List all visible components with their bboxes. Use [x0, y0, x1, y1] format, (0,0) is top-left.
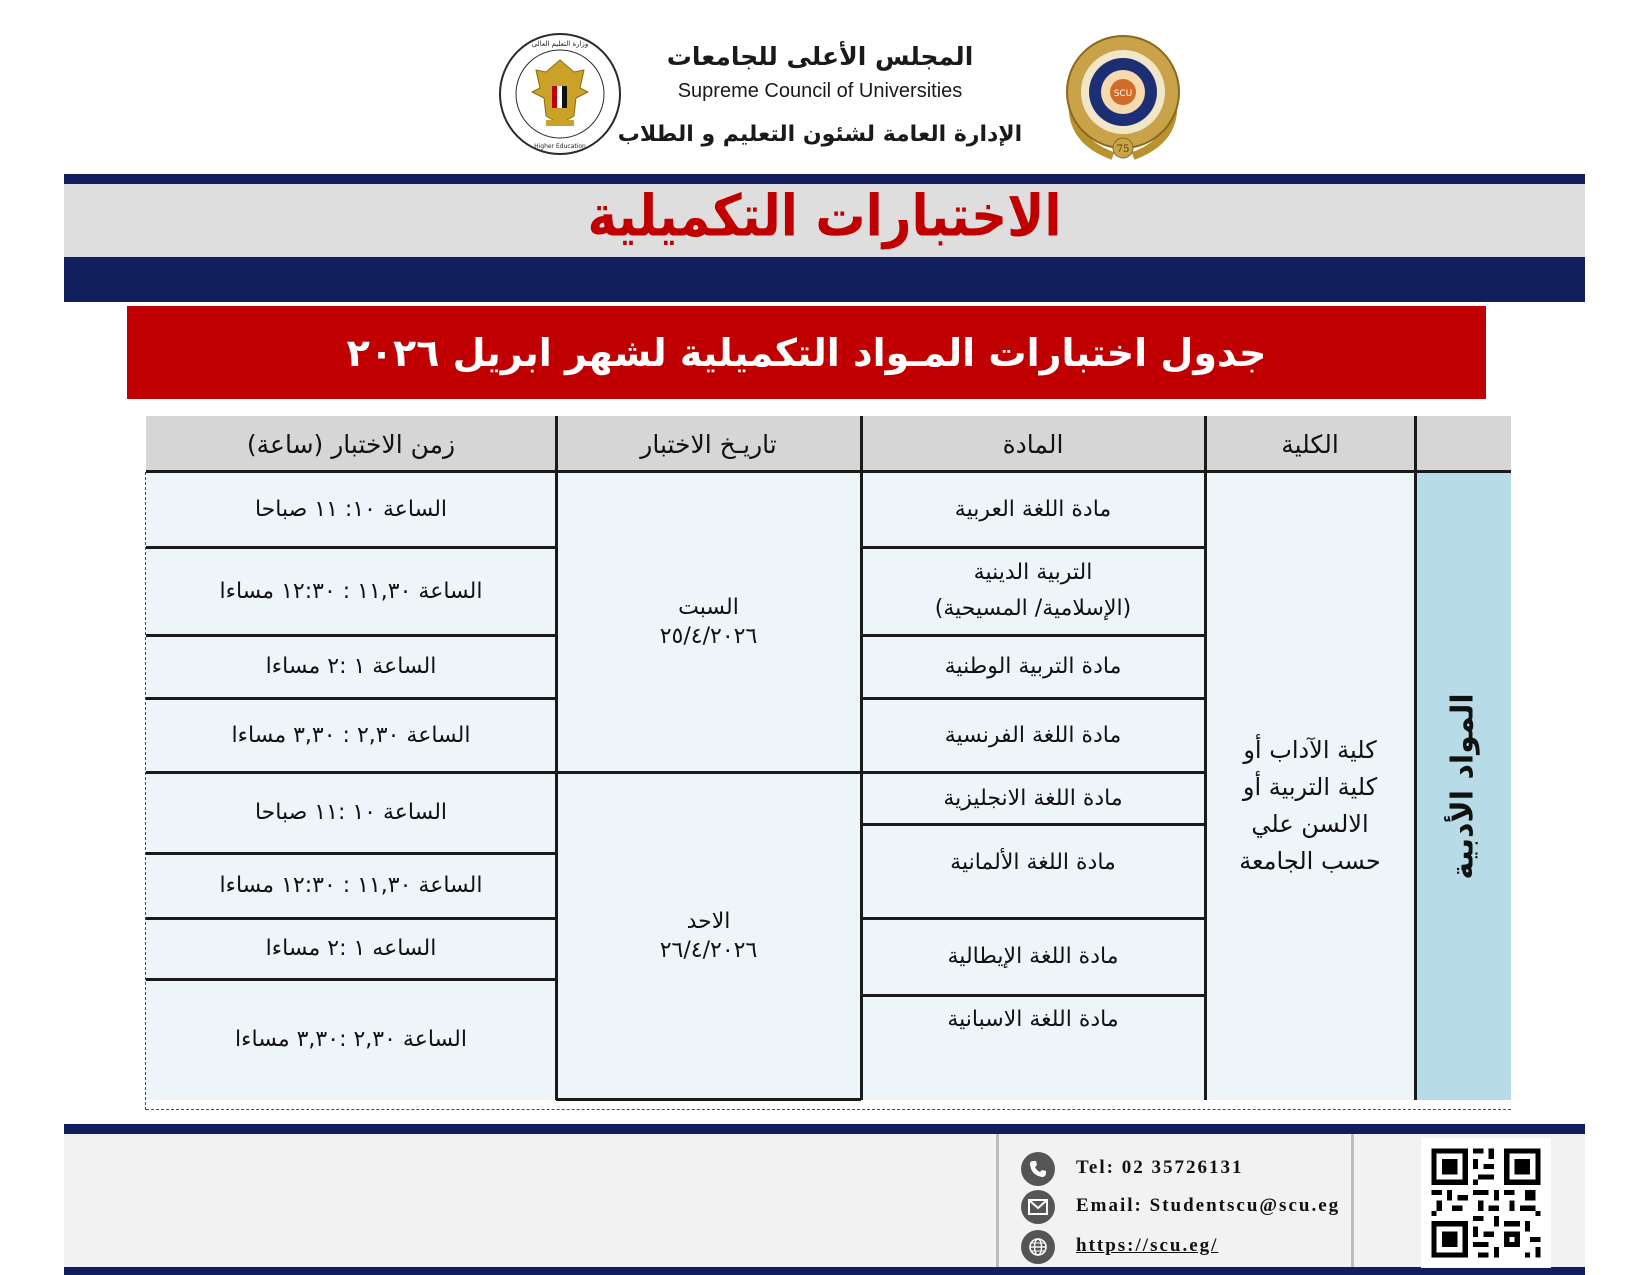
subject-cell: مادة اللغة الفرنسية: [861, 698, 1205, 772]
schedule-title-bar: [127, 306, 1486, 399]
time-cell: الساعه ١ :٢ مساءا: [146, 918, 556, 979]
row-divider: [861, 823, 1205, 826]
column-divider: [555, 416, 558, 1100]
logo-badge-text: 75: [1116, 144, 1130, 155]
subject-cell: [861, 547, 1205, 635]
date-bottom-line: [556, 1098, 861, 1101]
time-cell: الساعة ١٠: ١١ صباحا: [146, 472, 556, 547]
logo-center-text: SCU: [1113, 89, 1133, 99]
row-divider: [861, 697, 1205, 700]
mail-icon: [1021, 1190, 1055, 1224]
header-college: الكلية: [1205, 416, 1415, 472]
header-bottom-line: [146, 470, 1511, 473]
globe-icon: [1021, 1230, 1055, 1264]
scu-jubilee-logo: [1053, 30, 1193, 162]
header-subject: المادة: [861, 416, 1205, 472]
banner-navy-band: [64, 257, 1585, 302]
time-cell: الساعة ١ :٢ مساءا: [146, 635, 556, 698]
time-cell: الساعة ٢,٣٠ :٣,٣٠ مساءا: [146, 979, 556, 1100]
footer-tel: Tel: 02 35726131: [1076, 1157, 1244, 1178]
college-line: كلية الآداب أو: [1243, 736, 1377, 764]
day-name: السبت: [678, 595, 739, 620]
footer-divider: [996, 1134, 999, 1267]
table-dashed-border-bottom: [146, 1109, 1511, 1110]
subject-line: التربية الدينية: [973, 560, 1093, 585]
schedule-title: جدول اختبارات المـواد التكميلية لشهر ابريل ٢٠٢٦: [346, 330, 1267, 375]
date-cell-saturday: [556, 472, 861, 772]
day-divider: [146, 771, 1205, 774]
row-divider: [146, 546, 556, 549]
category-label: المواد الأدبية: [1445, 692, 1481, 880]
subject-cell: مادة اللغة الإيطالية: [861, 918, 1205, 995]
row-divider: [861, 917, 1205, 920]
subject-cell: مادة التربية الوطنية: [861, 635, 1205, 698]
day-date: ٢٥/٤/٢٠٢٦: [659, 624, 758, 649]
time-cell: الساعة ١١,٣٠ : ١٢:٣٠ مساءا: [146, 547, 556, 635]
subject-cell: مادة اللغة الانجليزية: [861, 772, 1205, 824]
row-divider: [146, 852, 556, 855]
time-cell: الساعة ١١,٣٠ : ١٢:٣٠ مساءا: [146, 853, 556, 918]
svg-text:وزارة التعليم العالى: وزارة التعليم العالى: [531, 40, 589, 48]
exam-schedule-table: [146, 416, 1511, 1100]
subject-cell: مادة اللغة العربية: [861, 472, 1205, 547]
header-date: تاريـخ الاختبار: [556, 416, 861, 472]
footer-bottom-stripe: [64, 1267, 1585, 1275]
column-divider: [1414, 416, 1417, 1100]
column-divider: [860, 416, 863, 1100]
footer-divider: [1351, 1134, 1354, 1267]
footer-website-link[interactable]: https://scu.eg/: [1076, 1235, 1219, 1256]
header-category: [1415, 416, 1511, 472]
row-divider: [861, 994, 1205, 997]
row-divider: [146, 917, 556, 920]
row-divider: [861, 546, 1205, 549]
subject-cell: مادة اللغة الألمانية: [861, 824, 1205, 918]
subject-line: (الإسلامية/ المسيحية): [934, 596, 1132, 621]
department-name: الإدارة العامة لشئون التعليم و الطلاب: [617, 122, 1023, 147]
college-line: كلية التربية أو: [1242, 773, 1378, 801]
time-cell: الساعة ٢,٣٠ : ٣,٣٠ مساءا: [146, 698, 556, 772]
college-line: الالسن علي: [1251, 810, 1369, 838]
row-divider: [146, 978, 556, 981]
time-cell: الساعة ١٠ :١١ صباحا: [146, 772, 556, 853]
row-divider: [861, 634, 1205, 637]
footer-email[interactable]: Email: Studentscu@scu.eg: [1076, 1195, 1341, 1216]
subject-cell: مادة اللغة الاسبانية: [861, 995, 1205, 1100]
banner-title: الاختبارات التكميلية: [587, 182, 1062, 250]
college-line: حسب الجامعة: [1239, 847, 1381, 875]
footer-top-stripe: [64, 1124, 1585, 1134]
date-cell-sunday: [556, 772, 861, 1100]
day-date: ٢٦/٤/٢٠٢٦: [659, 938, 758, 963]
org-name-arabic: المجلس الأعلى للجامعات: [666, 42, 974, 71]
qr-code: [1421, 1138, 1551, 1268]
phone-icon: [1021, 1152, 1055, 1186]
svg-text:Higher Education: Higher Education: [534, 143, 586, 150]
column-divider: [1204, 416, 1207, 1100]
header-time: زمن الاختبار (ساعة): [146, 416, 556, 472]
org-name-english: Supreme Council of Universities: [677, 80, 963, 102]
row-divider: [146, 634, 556, 637]
category-cell: [1415, 472, 1511, 1100]
row-divider: [146, 697, 556, 700]
footer-band: [64, 1134, 1585, 1267]
college-cell: [1205, 472, 1415, 1100]
day-name: الاحد: [686, 909, 731, 934]
